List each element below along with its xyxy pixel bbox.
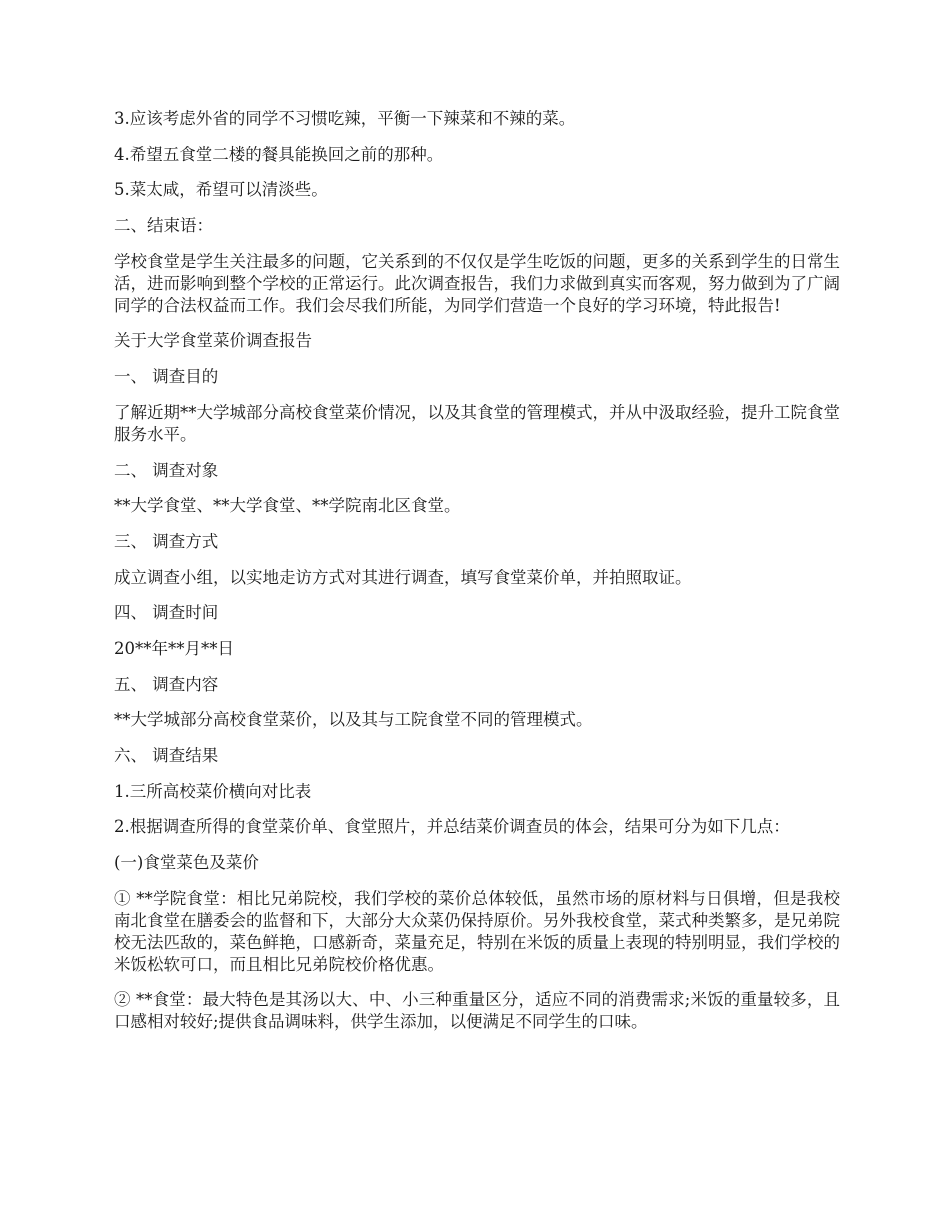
report-title: 关于大学食堂菜价调查报告 — [114, 331, 312, 351]
results-item-1: 1.三所高校菜价横向对比表 — [114, 781, 312, 801]
section-heading-conclusion: 二、结束语： — [114, 216, 213, 236]
results-item-2: 2.根据调查所得的食堂菜价单、食堂照片，并总结菜价调查员的体会，结果可分为如下几点： — [114, 817, 790, 837]
content-paragraph: **大学城部分高校食堂菜价，以及其与工院食堂不同的管理模式。 — [114, 710, 593, 730]
conclusion-paragraph: 学校食堂是学生关注最多的问题，它关系到的不仅仅是学生吃饭的问题，更多的关系到学生的日常生活，进而影响到整个学校的正常运行。此次调查报告，我们力求做到真实而客观，努力做到为了广阔同学的合法权益而工作。我们会尽我们所能，为同学们营造一个良好的学习环境，特此报告! — [114, 251, 840, 315]
paragraph-item-5: 5.菜太咸，希望可以清淡些。 — [114, 180, 328, 200]
section-heading-time: 四、 调查时间 — [114, 603, 219, 623]
paragraph-item-4: 4.希望五食堂二楼的餐具能换回之前的那种。 — [114, 144, 444, 164]
section-heading-content: 五、 调查内容 — [114, 674, 219, 694]
paragraph-item-3: 3.应该考虑外省的同学不习惯吃辣，平衡一下辣菜和不辣的菜。 — [114, 109, 576, 128]
dishes-paragraph-1: ① **学院食堂：相比兄弟院校，我们学校的菜价总体较低，虽然市场的原材料与日俱增，但是我校南北食堂在膳委会的监督和下，大部分大众菜仍保持原价。另外我校食堂，菜式种类繁多，是兄弟院校无法匹敌的，菜色鲜艳，口感新奇，菜量充足，特别在米饭的质量上表现的特别明显，我们学校的米饭松软可口，而且相比兄弟院校价格优惠。 — [114, 888, 840, 974]
subsection-heading-dishes: (一)食堂菜色及菜价 — [114, 853, 259, 873]
dishes-paragraph-2: ② **食堂：最大特色是其汤以大、中、小三种重量区分，适应不同的消费需求;米饭的重量较多，且口感相对较好;提供食品调味料，供学生添加，以便满足不同学生的口味。 — [114, 990, 840, 1032]
section-heading-method: 三、 调查方式 — [114, 531, 219, 551]
subjects-paragraph: **大学食堂、**大学食堂、**学院南北区食堂。 — [114, 496, 461, 516]
section-heading-subjects: 二、 调查对象 — [114, 460, 219, 480]
document-body — [114, 108, 840, 1047]
section-heading-purpose: 一、 调查目的 — [114, 367, 219, 387]
time-paragraph: 20**年**月**日 — [114, 638, 234, 658]
section-heading-results: 六、 调查结果 — [114, 746, 219, 765]
purpose-paragraph: 了解近期**大学城部分高校食堂菜价情况，以及其食堂的管理模式，并从中汲取经验，提升工院食堂服务水平。 — [114, 402, 840, 444]
method-paragraph: 成立调查小组，以实地走访方式对其进行调查，填写食堂菜价单，并拍照取证。 — [114, 567, 692, 587]
